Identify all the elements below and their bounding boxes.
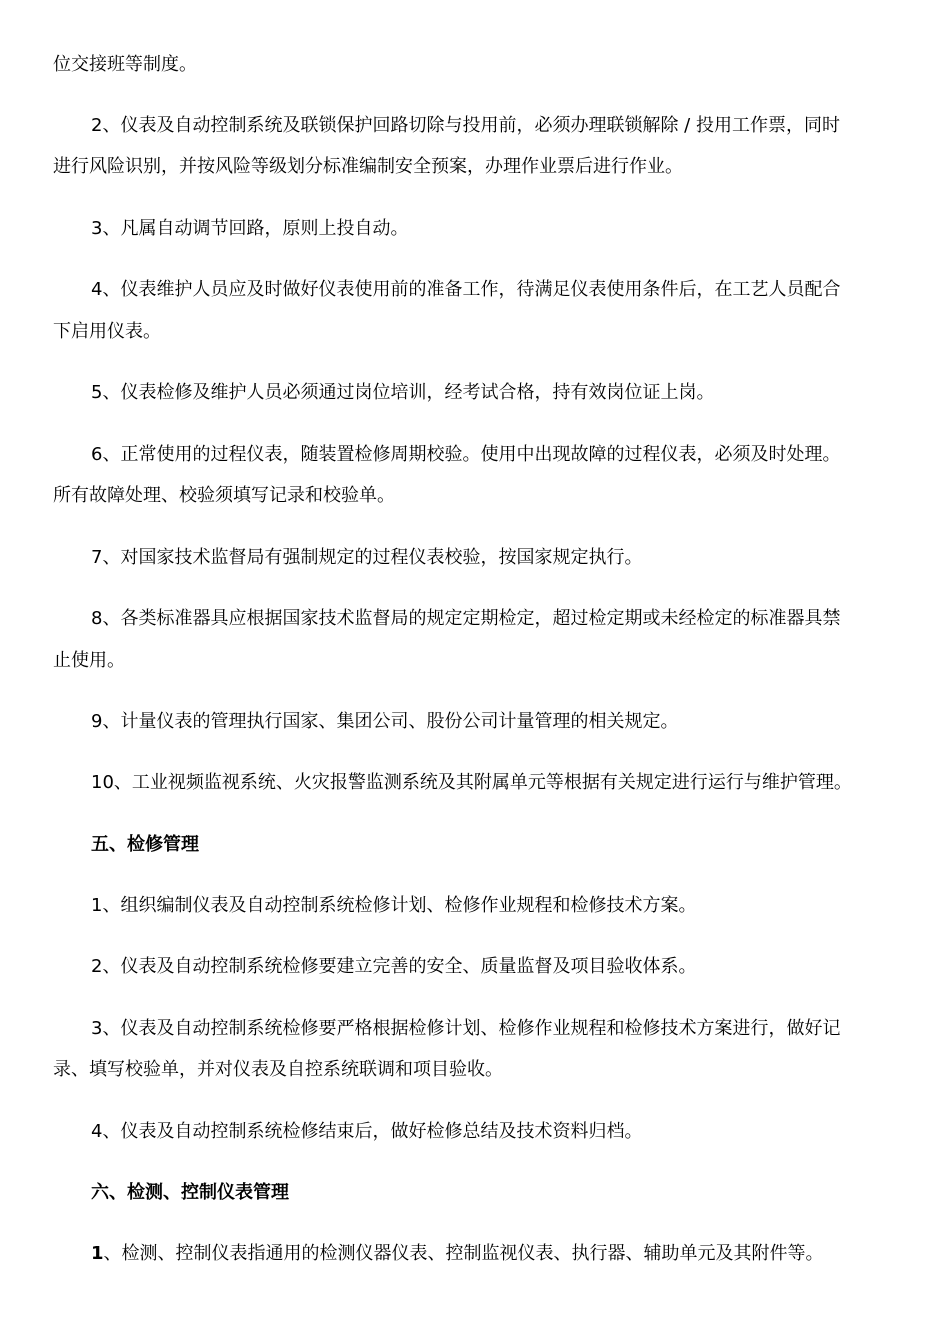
paragraph-item-8-line-2: 止使用。 (53, 650, 125, 671)
section-6-item-1-number: 1 (91, 1243, 104, 1264)
paragraph-item-3: 3、凡属自动调节回路，原则上投自动。 (91, 218, 409, 239)
paragraph-item-2-line-1: 2、仪表及自动控制系统及联锁保护回路切除与投用前，必须办理联锁解除 / 投用工作票，同时 (91, 115, 840, 136)
section-5-item-4: 4、仪表及自动控制系统检修结束后，做好检修总结及技术资料归档。 (91, 1121, 643, 1142)
section-heading-5: 五、检修管理 (91, 834, 199, 855)
paragraph-item-4-line-2: 下启用仪表。 (53, 321, 161, 342)
paragraph-item-6-line-1: 6、正常使用的过程仪表，随装置检修周期校验。使用中出现故障的过程仪表，必须及时处理。 (91, 444, 841, 465)
paragraph-item-8-line-1: 8、各类标准器具应根据国家技术监督局的规定定期检定，超过检定期或未经检定的标准器具禁 (91, 608, 841, 629)
section-6-item-1-text: 、检测、控制仪表指通用的检测仪器仪表、控制监视仪表、执行器、辅助单元及其附件等。 (103, 1243, 824, 1264)
section-5-item-1: 1、组织编制仪表及自动控制系统检修计划、检修作业规程和检修技术方案。 (91, 895, 697, 916)
section-5-item-3-line-1: 3、仪表及自动控制系统检修要严格根据检修计划、检修作业规程和检修技术方案进行，做好记 (91, 1018, 841, 1039)
paragraph-item-6-line-2: 所有故障处理、校验须填写记录和校验单。 (53, 485, 395, 506)
section-heading-6: 六、检测、控制仪表管理 (91, 1182, 289, 1203)
paragraph-continuation-line: 位交接班等制度。 (53, 54, 197, 75)
paragraph-item-2-line-2: 进行风险识别，并按风险等级划分标准编制安全预案，办理作业票后进行作业。 (53, 156, 683, 177)
paragraph-item-7: 7、对国家技术监督局有强制规定的过程仪表校验，按国家规定执行。 (91, 547, 643, 568)
paragraph-item-4-line-1: 4、仪表维护人员应及时做好仪表使用前的准备工作，待满足仪表使用条件后，在工艺人员配合 (91, 279, 841, 300)
paragraph-item-10: 10、工业视频监视系统、火灾报警监测系统及其附属单元等根据有关规定进行运行与维护管理。 (91, 772, 852, 793)
paragraph-item-5: 5、仪表检修及维护人员必须通过岗位培训，经考试合格，持有效岗位证上岗。 (91, 382, 715, 403)
paragraph-item-9: 9、计量仪表的管理执行国家、集团公司、股份公司计量管理的相关规定。 (91, 711, 679, 732)
section-5-item-2: 2、仪表及自动控制系统检修要建立完善的安全、质量监督及项目验收体系。 (91, 956, 697, 977)
section-5-item-3-line-2: 录、填写校验单，并对仪表及自控系统联调和项目验收。 (53, 1059, 503, 1080)
section-6-item-1 (91, 1242, 950, 1266)
